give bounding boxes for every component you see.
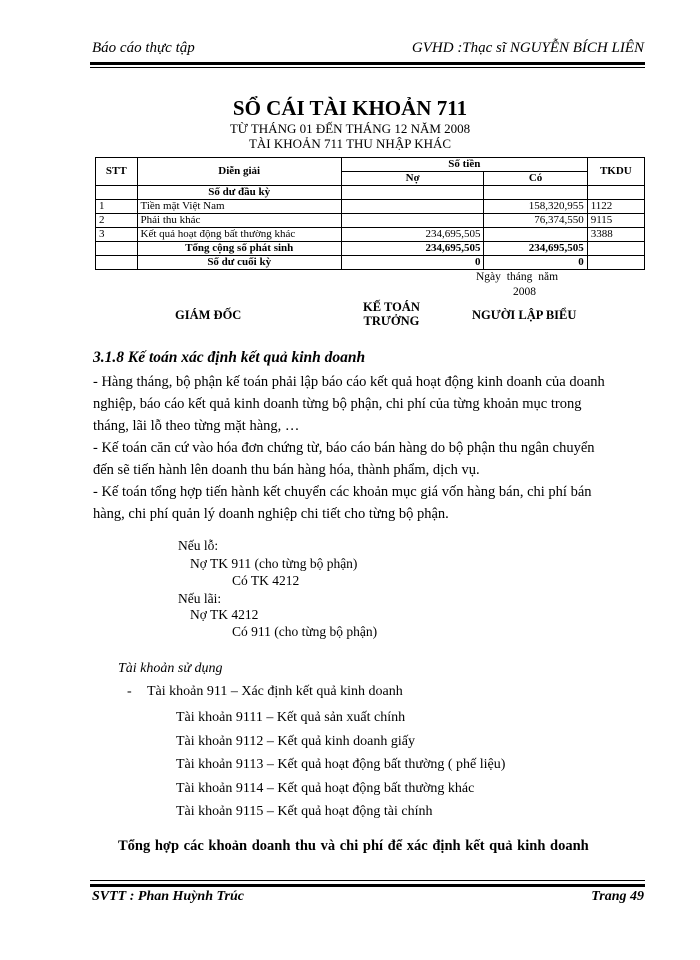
row-tkdu: 9115 — [587, 214, 644, 228]
col-co-header: Có — [484, 172, 587, 186]
row-desc: Tiền mặt Việt Nam — [137, 200, 341, 214]
closing-co: 0 — [484, 256, 587, 270]
header-rule-thick — [90, 62, 645, 65]
sig-preparer: NGƯỜI LẬP BIỂU — [472, 308, 577, 322]
total-row — [96, 242, 645, 256]
list-item: Tài khoản 9111 – Kết quả sản xuất chính — [176, 710, 406, 725]
para-line: đến sẽ tiến hành lên doanh thu bán hàng hóa, thành phẩm, dịch vụ. — [93, 462, 480, 478]
opening-label: Số dư đầu kỳ — [137, 186, 341, 200]
list-item: Tài khoản 9113 – Kết quả hoạt động bất thường ( phế liệu) — [176, 757, 506, 772]
closing-no: 0 — [341, 256, 484, 270]
row-co — [484, 228, 587, 242]
row-desc: Phải thu khác — [137, 214, 341, 228]
profit-debit: Nợ TK 4212 — [190, 607, 259, 622]
header-left: Báo cáo thực tập — [92, 40, 195, 56]
table-row — [96, 200, 645, 214]
closing-label: Số dư cuối kỳ — [137, 256, 341, 270]
total-co: 234,695,505 — [484, 242, 587, 256]
total-no: 234,695,505 — [341, 242, 484, 256]
para-line: - Kế toán căn cứ vào hóa đơn chứng từ, báo cáo bán hàng do bộ phận thu ngân chuyển — [93, 440, 595, 456]
list-item: Tài khoản 9112 – Kết quả kinh doanh giấy — [176, 733, 415, 749]
col-amount-header: Số tiền — [341, 158, 587, 172]
profit-credit: Có 911 (cho từng bộ phận) — [232, 624, 378, 639]
body-paragraphs — [93, 371, 653, 525]
row-no — [341, 214, 484, 228]
row-no — [341, 200, 484, 214]
accounts-main-dash: - — [127, 684, 132, 699]
row-tkdu: 1122 — [587, 200, 644, 214]
footer-rule-thick — [90, 884, 645, 887]
date-line: Ngày tháng năm — [476, 271, 559, 283]
para-line: - Kế toán tổng hợp tiến hành kết chuyển các khoản mục giá vốn hàng bán, chi phí bán — [93, 484, 592, 500]
col-desc-header: Diễn giải — [137, 158, 341, 186]
sig-director: GIÁM ĐỐC — [175, 308, 242, 322]
header-right: GVHD :Thạc sĩ NGUYỄN BÍCH LIÊN — [411, 40, 644, 56]
list-item: Tài khoản 9114 – Kết quả hoạt động bất thường khác — [176, 780, 475, 796]
table-row — [96, 214, 645, 228]
para-line: nghiệp, báo cáo kết quả kinh doanh từng bộ phận, chi phí của từng khoản mục trong — [93, 396, 582, 412]
row-co: 158,320,955 — [484, 200, 587, 214]
row-stt: 3 — [96, 228, 138, 242]
accounts-main: Tài khoản 911 – Xác định kết quả kinh doanh — [147, 684, 403, 699]
col-no-header: Nợ — [341, 172, 484, 186]
accounts-heading: Tài khoản sử dụng — [118, 661, 223, 676]
list-item: Tài khoản 9115 – Kết quả hoạt động tài chính — [176, 804, 433, 819]
header-rule-thin — [90, 67, 645, 68]
row-co: 76,374,550 — [484, 214, 587, 228]
loss-debit: Nợ TK 911 (cho từng bộ phận) — [190, 556, 358, 571]
row-stt: 1 — [96, 200, 138, 214]
row-stt: 2 — [96, 214, 138, 228]
col-stt-header: STT — [96, 158, 138, 186]
accounts-sub-list — [176, 706, 505, 824]
table-row — [96, 228, 645, 242]
date-year: 2008 — [513, 286, 536, 298]
col-tkdu-header: TKDU — [587, 158, 644, 186]
doc-title: SỔ CÁI TÀI KHOẢN 711 — [232, 96, 468, 120]
ledger-table — [95, 157, 645, 270]
loss-credit: Có TK 4212 — [232, 573, 300, 588]
sig-accountant-line1: KẾ TOÁN — [363, 300, 420, 314]
footer-left: SVTT : Phan Huỳnh Trúc — [92, 889, 244, 904]
footer-page-number: Trang 49 — [591, 889, 644, 904]
para-line: tháng, lãi lỗ theo từng mặt hàng, … — [93, 418, 300, 434]
subtitle-period: TỪ THÁNG 01 ĐẾN THÁNG 12 NĂM 2008 — [229, 121, 471, 136]
summary-heading: Tổng hợp các khoản doanh thu và chi phí để xác định kết quả kinh doanh — [118, 838, 589, 854]
total-label: Tổng cộng số phát sinh — [137, 242, 341, 256]
opening-balance-row — [96, 186, 645, 200]
sig-accountant-line2: TRƯỞNG — [363, 314, 420, 328]
para-line: hàng, chi phí quản lý doanh nghiệp chi tiết cho từng bộ phận. — [93, 506, 449, 522]
footer-rule-thin — [90, 880, 645, 881]
sig-chief-accountant — [363, 300, 420, 328]
loss-label: Nếu lỗ: — [178, 538, 219, 553]
row-no: 234,695,505 — [341, 228, 484, 242]
profit-label: Nếu lãi: — [178, 591, 222, 606]
closing-balance-row — [96, 256, 645, 270]
section-heading: 3.1.8 Kế toán xác định kết quả kinh doanh — [93, 349, 366, 366]
subtitle-account: TÀI KHOẢN 711 THU NHẬP KHÁC — [248, 136, 452, 151]
para-line: - Hàng tháng, bộ phận kế toán phải lập báo cáo kết quả hoạt động kinh doanh của doanh — [93, 374, 605, 390]
row-tkdu: 3388 — [587, 228, 644, 242]
row-desc: Kết quả hoạt động bất thường khác — [137, 228, 341, 242]
